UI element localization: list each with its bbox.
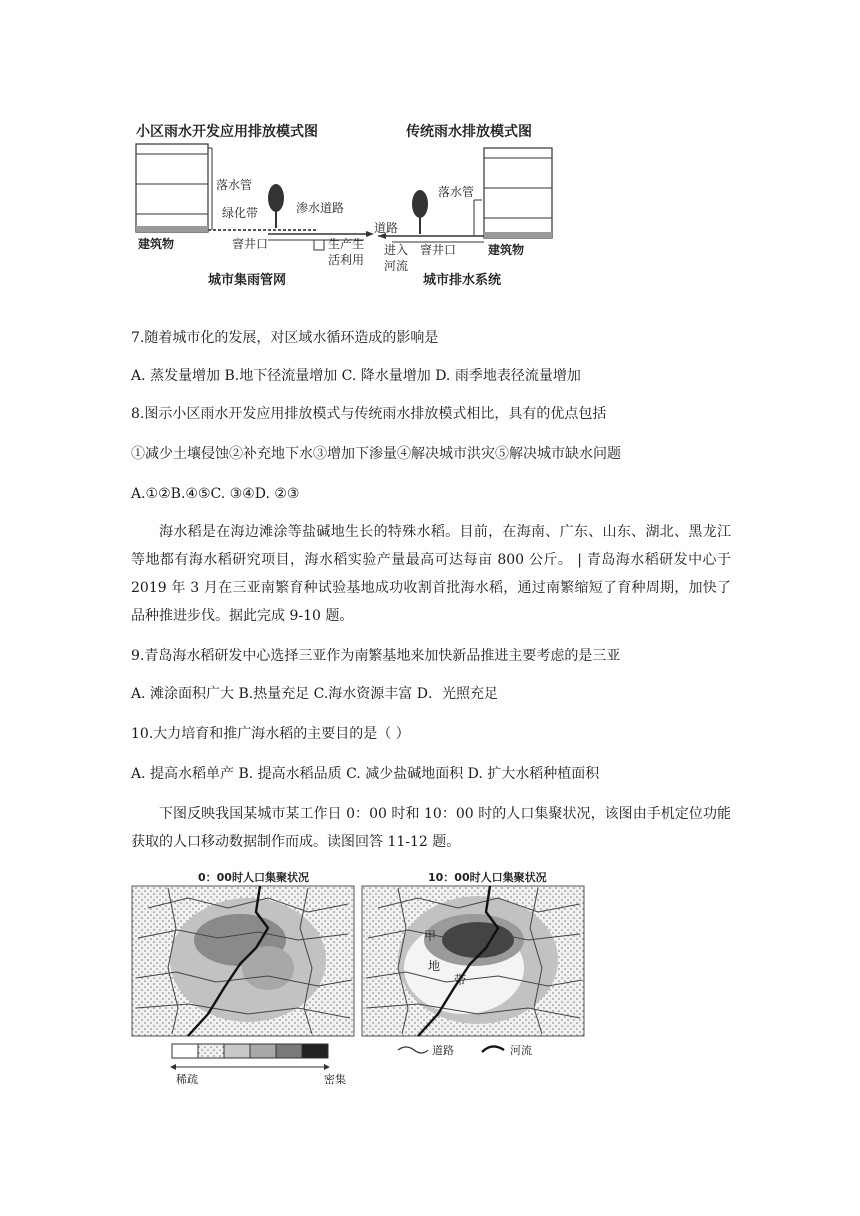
manhole-left-label: 窨井口 xyxy=(232,237,269,251)
map1-title: 0：00时人口集聚状况 xyxy=(198,871,309,884)
enter-river-label-2: 河流 xyxy=(384,259,409,273)
legend-dense-label: 密集 xyxy=(324,1073,346,1086)
map2-population-map xyxy=(362,886,584,1036)
right-diagram-title: 传统雨水排放模式图 xyxy=(406,124,532,140)
density-swatch-5 xyxy=(276,1044,302,1058)
population-passage: 下图反映我国某城市某工作日 0：00 时和 10：00 时的人口集聚状况，该图由手机定位功能获取的人口移动数据制作而成。读图回答 11-12 题。 xyxy=(131,806,731,850)
label-dai: 带 xyxy=(454,973,467,987)
right-building xyxy=(484,148,552,238)
production-use-label-2: 活利用 xyxy=(328,253,365,267)
density-legend xyxy=(170,1044,330,1070)
question-10-stem: 10.大力培育和推广海水稻的主要目的是（ ） xyxy=(131,726,410,742)
green-belt-label: 绿化带 xyxy=(222,206,259,220)
manhole-right-label: 窨井口 xyxy=(420,243,457,257)
question-7-stem: 7.随着城市化的发展，对区域水循环造成的影响是 xyxy=(131,330,439,346)
density-swatch-2 xyxy=(198,1044,224,1058)
question-8-items: ①减少土壤侵蚀②补充地下水③增加下渗量④解决城市洪灾⑤解决城市缺水问题 xyxy=(131,446,621,462)
label-di: 地 xyxy=(428,959,441,973)
legend-river-label: 河流 xyxy=(510,1044,532,1057)
legend-road-label: 道路 xyxy=(432,1044,454,1057)
river-legend xyxy=(482,1046,504,1052)
building-right-label: 建筑物 xyxy=(488,243,525,257)
road-label: 道路 xyxy=(374,221,399,235)
right-caption: 城市排水系统 xyxy=(423,273,502,288)
permeable-road-label: 渗水道路 xyxy=(296,201,345,215)
question-10-options: A. 提高水稻单产 B. 提高水稻品质 C. 减少盐碱地面积 D. 扩大水稻种植面积 xyxy=(131,766,600,782)
downpipe-left-label: 落水管 xyxy=(216,178,253,192)
density-swatch-4 xyxy=(250,1044,276,1058)
legend-sparse-label: 稀疏 xyxy=(176,1073,198,1086)
building-left-label: 建筑物 xyxy=(138,237,175,251)
rainwater-drainage-figure xyxy=(128,112,558,297)
map2-title: 10：00时人口集聚状况 xyxy=(428,871,547,884)
downpipe-right-label: 落水管 xyxy=(438,185,475,199)
production-use-label-1: 生产生 xyxy=(328,237,365,251)
question-9-stem: 9.青岛海水稻研发中心选择三亚作为南繁基地来加快新品推进主要考虑的是三亚 xyxy=(131,648,621,664)
map1-population-map xyxy=(132,886,354,1036)
tree-icon xyxy=(412,190,428,234)
enter-river-label-1: 进入 xyxy=(384,243,409,257)
label-jia: 甲 xyxy=(424,929,437,943)
question-9-options: A. 滩涂面积广大 B.热量充足 C.海水资源丰富 D．光照充足 xyxy=(131,686,498,702)
left-diagram-title: 小区雨水开发应用排放模式图 xyxy=(136,124,318,140)
sea-rice-passage: 海水稻是在海边滩涂等盐碱地生长的特殊水稻。目前，在海南、广东、山东、湖北、黑龙江等地都有海水稻研究项目，海水稻实验产量最高可达每亩 800 公斤。 | 青岛海水稻研发中心于 2019 年 3 月在三亚南繁育种试验基地成功收割首批海水稻，通过南繁缩短了育种周期，加快了品种推进步伐。据此完成 9-10 题。 xyxy=(131,524,731,624)
question-8-stem: 8.图示小区雨水开发应用排放模式与传统雨水排放模式相比，具有的优点包括 xyxy=(131,406,607,422)
left-building xyxy=(136,144,212,232)
left-caption: 城市集雨管网 xyxy=(208,273,287,288)
population-density-figure xyxy=(128,868,598,1093)
road-legend xyxy=(398,1047,428,1053)
tree-icon xyxy=(268,184,284,228)
density-swatch-6 xyxy=(302,1044,328,1058)
density-swatch-1 xyxy=(172,1044,198,1058)
density-swatch-3 xyxy=(224,1044,250,1058)
question-8-options: A.①②B.④⑤C. ③④D. ②③ xyxy=(131,486,300,502)
question-7-options: A. 蒸发量增加 B.地下径流量增加 C. 降水量增加 D. 雨季地表径流量增加 xyxy=(131,368,581,384)
